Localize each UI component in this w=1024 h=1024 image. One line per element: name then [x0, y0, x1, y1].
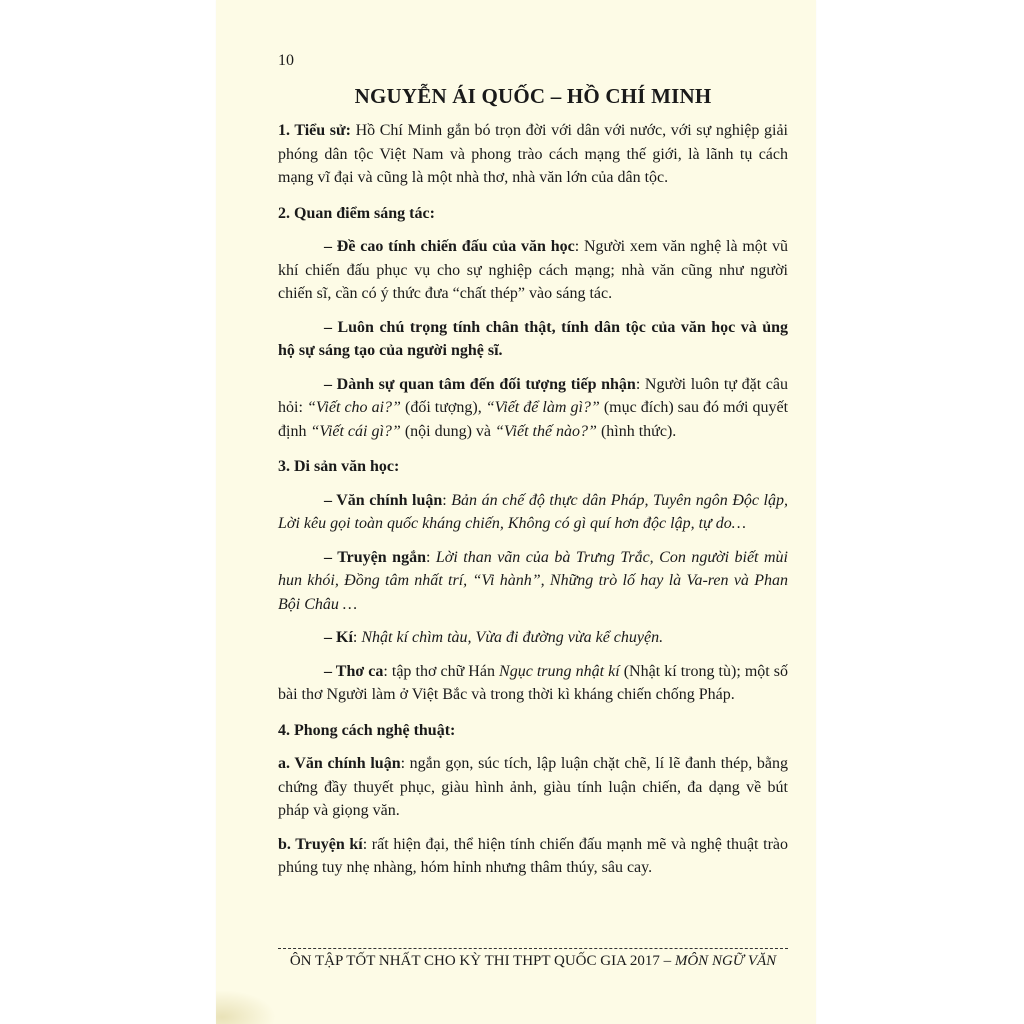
footer-text: ÔN TẬP TỐT NHẤT CHO KỲ THI THPT QUỐC GIA 2017 – [289, 953, 675, 969]
paragraph-text: : Người luôn tự đặt câu hỏi: [278, 375, 788, 416]
section-heading: 3. Di sản văn học: [278, 458, 400, 475]
section-heading: 4. Phong cách nghệ thuật: [278, 721, 456, 739]
book-page [216, 0, 816, 1024]
page-title: NGUYỄN ÁI QUỐC – HỒ CHÍ MINH [354, 84, 712, 108]
paragraph-text: : [442, 491, 452, 509]
paragraph-text: (hình thức). [596, 422, 677, 440]
section-heading: 1. Tiểu sử: [278, 122, 351, 139]
bullet-label: – Dành sự quan tâm đến đối tượng tiếp nhận [324, 375, 636, 393]
bullet-label: a. Văn chính luận [278, 755, 401, 772]
italic-works: Nhật kí chìm tàu, Vừa đi đường vừa kể chuyện. [361, 629, 664, 646]
page-number: 10 [278, 52, 294, 69]
style-paragraph [278, 833, 788, 880]
paragraph-text: (nội dung) và [400, 422, 496, 440]
italic-quote: “Viết cho ai?” [306, 399, 401, 416]
bullet-label: – Thơ ca [324, 662, 384, 680]
bullet-paragraph [278, 373, 788, 444]
paragraph-text: (đối tượng), [400, 399, 486, 416]
paragraph-text: (Nhật kí trong tù); một số bài thơ Người làm ở Việt Bắc và trong thời kì kháng chiến chống Pháp. [278, 662, 788, 703]
page-footer [278, 948, 788, 970]
paragraph-text: Hồ Chí Minh gắn bó trọn đời với dân với nước, với sự nghiệp giải phóng dân tộc Việt Nam và phong trào cách mạng thế giới, là lãnh tụ cách mạng vĩ đại và cũng là một nhà thơ, nhà văn lớn của dân tộc. [278, 122, 788, 186]
style-paragraph [278, 752, 788, 823]
paragraph-text: : [352, 629, 362, 646]
italic-quote: “Viết để làm gì?” [485, 399, 600, 416]
italic-works: Lời than vãn của bà Trưng Trắc, Con người biết mùi hun khói, Đồng tâm nhất trí, “Vi hành”, Những trò lố hay là Va-ren và Phan Bội Châu … [278, 548, 788, 613]
italic-quote: “Viết cái gì?” [310, 422, 401, 440]
paragraph-text: : ngắn gọn, súc tích, lập luận chặt chẽ, lí lẽ đanh thép, bằng chứng đầy thuyết phục, giàu hình ảnh, giàu tính luận chiến, đa dạng về bút pháp và giọng văn. [278, 755, 788, 819]
bullet-paragraph [278, 660, 788, 707]
italic-works: Bản án chế độ thực dân Pháp, Tuyên ngôn Độc lập, Lời kêu gọi toàn quốc kháng chiến, Không có gì quí hơn độc lập, tự do… [278, 491, 788, 532]
bullet-label: – Văn chính luận [324, 491, 443, 509]
page-stain [216, 990, 276, 1024]
section-heading: 2. Quan điểm sáng tác: [278, 204, 435, 222]
paragraph-text: (mục đích) sau đó mới quyết định [278, 399, 789, 440]
paragraph-text: : Người xem văn nghệ là một vũ khí chiến đấu phục vụ cho sự nghiệp cách mạng; nhà văn cũng như người chiến sĩ, cần có ý thức đưa “chất thép” vào sáng tác. [278, 238, 789, 302]
paragraph-text: : rất hiện đại, thể hiện tính chiến đấu mạnh mẽ và nghệ thuật trào phúng tuy nhẹ nhàng, hóm hỉnh nhưng thâm thúy, sâu cay. [278, 835, 788, 876]
bullet-paragraph [278, 546, 788, 617]
page-content [278, 52, 788, 880]
bullet-paragraph [278, 626, 788, 650]
bullet-paragraph [278, 489, 788, 536]
bullet-paragraph [278, 235, 788, 306]
bullet-paragraph [278, 316, 788, 363]
italic-works: Ngục trung nhật kí [499, 662, 620, 680]
bullet-label: – Kí [324, 629, 353, 646]
section-biography [278, 119, 788, 190]
bullet-label: b. Truyện kí [278, 835, 363, 853]
bullet-label: – Truyện ngắn [324, 548, 426, 566]
footer-subject: MÔN NGỮ VĂN [674, 953, 777, 969]
paragraph-text: : [425, 548, 436, 566]
bullet-label: – Luôn chú trọng tính chân thật, tính dân tộc của văn học và ủng hộ sự sáng tạo của người nghệ sĩ. [278, 318, 788, 359]
italic-quote: “Viết thế nào?” [495, 422, 597, 440]
paragraph-text: : tập thơ chữ Hán [383, 662, 500, 680]
bullet-label: – Đề cao tính chiến đấu của văn học [324, 238, 575, 255]
